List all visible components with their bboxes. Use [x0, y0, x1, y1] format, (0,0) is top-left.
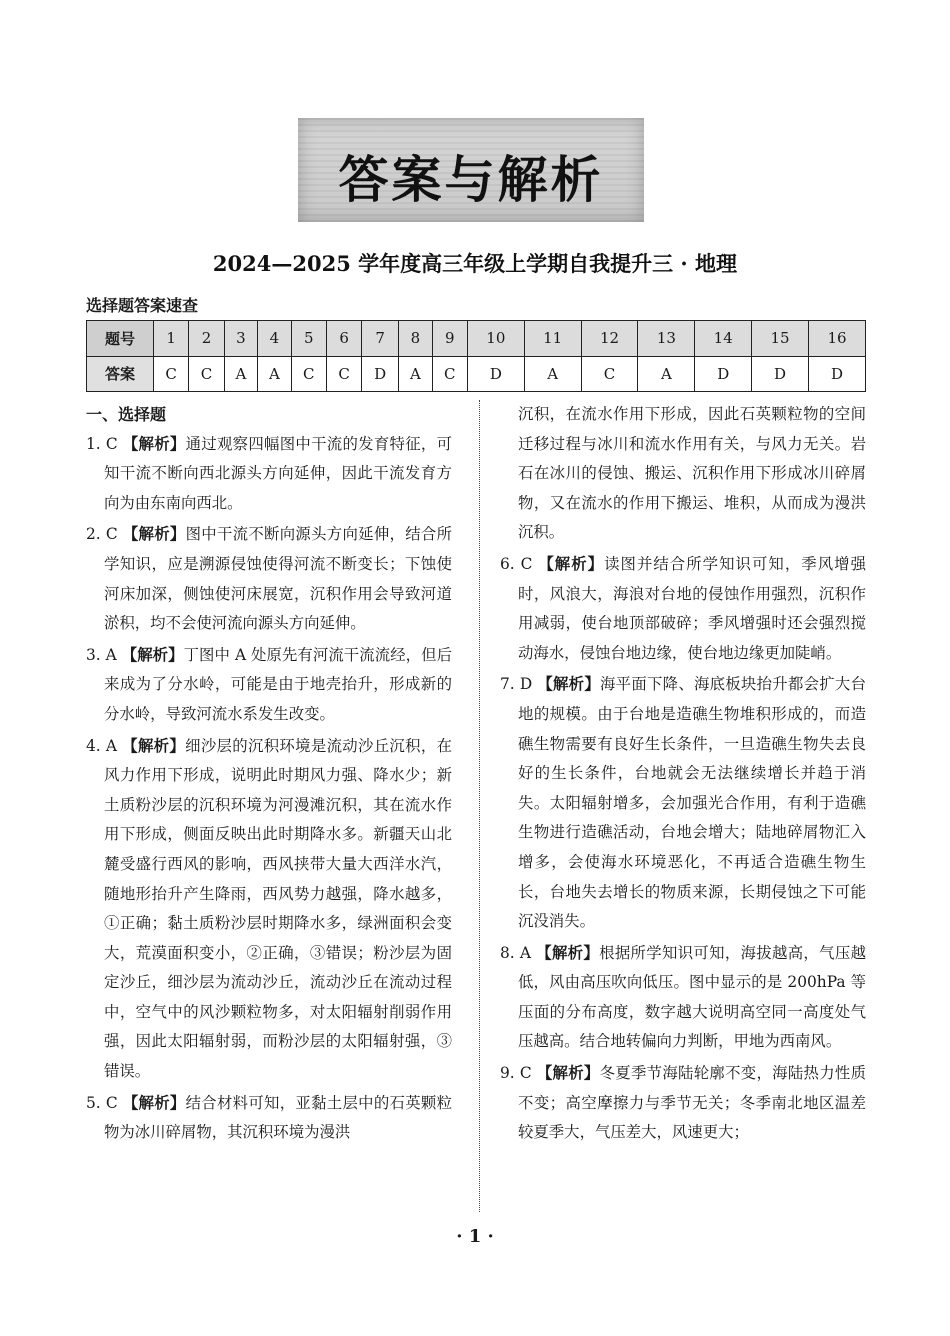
explanation-item	[86, 641, 452, 730]
explanation-item	[500, 550, 866, 668]
explanation-item	[500, 670, 866, 936]
question-number-cell: 7	[362, 321, 399, 357]
item-number-answer: 1. C	[86, 434, 118, 453]
answer-cell: D	[467, 356, 524, 392]
analysis-tag: 【解析】	[122, 736, 186, 755]
question-number-cell: 10	[467, 321, 524, 357]
answer-cell: D	[752, 356, 809, 392]
question-number-cell: 8	[399, 321, 433, 357]
answer-cell: A	[224, 356, 258, 392]
analysis-tag: 【解析】	[121, 645, 184, 664]
question-number-cell: 9	[432, 321, 467, 357]
question-number-cell: 5	[291, 321, 326, 357]
explanation-text: 通过观察四幅图中干流的发育特征，可知干流不断向西北源头方向延伸，因此干流发育方向为由东南向西北。	[104, 434, 452, 512]
explanation-item	[86, 520, 452, 638]
document-title: 答案与解析	[338, 151, 604, 209]
question-number-cell: 16	[808, 321, 865, 357]
explanation-item	[86, 732, 452, 1087]
explanation-item	[500, 939, 866, 1057]
answer-cell: C	[326, 356, 361, 392]
item-number-answer: 4. A	[86, 736, 118, 755]
item-number-answer: 6. C	[500, 554, 533, 573]
question-number-cell: 15	[752, 321, 809, 357]
analysis-tag: 【解析】	[122, 434, 186, 453]
answer-cell: C	[189, 356, 224, 392]
explanation-text: 海平面下降、海底板块抬升都会扩大台地的规模。由于台地是造礁生物堆积形成的，而造礁生物需要有良好生长条件，一旦造礁生物失去良好的生长条件，台地就会无法继续增长并趋于消失。太阳辐射增多，会加强光合作用，有利于造礁生物进行造礁活动，台地会增大；陆地碎屑物汇入增多，会使海水环境恶化，不再适合造礁生物生长，台地失去增长的物质来源，长期侵蚀之下可能沉没消失。	[518, 675, 866, 931]
question-number-row	[87, 321, 866, 357]
analysis-tag: 【解析】	[538, 554, 605, 573]
analysis-tag: 【解析】	[537, 675, 601, 694]
row-label-answer: 答案	[87, 356, 154, 392]
answer-cell: C	[581, 356, 638, 392]
explanation-text: 丁图中 A 处原先有河流干流流经，但后来成为了分水岭，可能是由于地壳抬升，形成新的分水岭，导致河流水系发生改变。	[104, 645, 452, 723]
answer-cell: A	[638, 356, 695, 392]
question-number-cell: 14	[695, 321, 752, 357]
explanation-item	[86, 430, 452, 519]
item-number-answer: 2. C	[86, 525, 118, 544]
answer-cell: D	[362, 356, 399, 392]
answer-cell: D	[695, 356, 752, 392]
item-number-answer: 9. C	[500, 1064, 532, 1083]
row-label-number: 题号	[87, 321, 154, 357]
answer-cell: D	[808, 356, 865, 392]
analysis-tag: 【解析】	[122, 525, 186, 544]
question-number-cell: 2	[189, 321, 224, 357]
title-banner	[298, 118, 644, 222]
answer-table	[86, 320, 866, 392]
item-number-answer: 7. D	[500, 675, 533, 694]
explanation-text: 读图并结合所学知识可知，季风增强时，风浪大，海浪对台地的侵蚀作用强烈，沉积作用减弱，使台地顶部破碎；季风增强时还会强烈搅动海水，侵蚀台地边缘，使台地边缘更加陡峭。	[518, 554, 866, 662]
explanation-text: 根据所学知识可知，海拔越高，气压越低，风由高压吹向低压。图中显示的是 200hPa 等压面的分布高度，数字越大说明高空同一高度处气压越高。结合地转偏向力判断，甲地为西南风。	[518, 943, 866, 1051]
analysis-tag: 【解析】	[122, 1093, 186, 1112]
left-column	[86, 400, 452, 1150]
question-number-cell: 4	[258, 321, 292, 357]
analysis-tag: 【解析】	[536, 943, 600, 962]
answer-cell: C	[432, 356, 467, 392]
answer-row	[87, 356, 866, 392]
question-number-cell: 12	[581, 321, 638, 357]
column-divider	[479, 400, 481, 1212]
question-number-cell: 1	[154, 321, 189, 357]
explanation-text: 图中干流不断向源头方向延伸，结合所学知识，应是溯源侵蚀使得河流不断变长；下蚀使河床加深，侧蚀使河床展宽，沉积作用会导致河道淤积，均不会使河流向源头方向延伸。	[104, 525, 452, 633]
explanation-item	[500, 400, 866, 548]
explanation-text: 沉积，在流水作用下形成，因此石英颗粒物的空间迁移过程与冰川和流水作用有关，与风力无关。岩石在冰川的侵蚀、搬运、沉积作用下形成冰川碎屑物，又在流水的作用下搬运、堆积，从而成为漫洪沉积。	[518, 405, 866, 542]
answer-cell: A	[399, 356, 433, 392]
explanation-text: 细沙层的沉积环境是流动沙丘沉积，在风力作用下形成，说明此时期风力强、降水少；新土质粉沙层的沉积环境为河漫滩沉积，其在流水作用下形成，侧面反映出此时期降水多。新疆天山北麓受盛行西风的影响，西风挟带大量大西洋水汽，随地形抬升产生降雨，西风势力越强，降水越多，①正确；黏土质粉沙层时期降水多，绿洲面积会变大，荒漠面积变小，②正确，③错误；粉沙层为固定沙丘，细沙层为流动沙丘，流动沙丘在流动过程中，空气中的风沙颗粒物多，对太阳辐射削弱作用强，因此太阳辐射弱，而粉沙层的太阳辐射强，③错误。	[104, 736, 452, 1081]
answer-cell: A	[524, 356, 581, 392]
page-number: · 1 ·	[456, 1226, 494, 1247]
answer-cell: A	[258, 356, 292, 392]
answer-cell: C	[291, 356, 326, 392]
section-heading: 一、选择题	[86, 405, 167, 424]
analysis-tag: 【解析】	[536, 1064, 600, 1083]
explanation-item	[86, 1089, 452, 1148]
answer-cell: C	[154, 356, 189, 392]
explanation-item	[500, 1059, 866, 1148]
question-number-cell: 6	[326, 321, 361, 357]
explanation-text: 结合材料可知，亚黏土层中的石英颗粒物为冰川碎屑物，其沉积环境为漫洪	[104, 1093, 452, 1142]
question-number-cell: 13	[638, 321, 695, 357]
quick-answers-title: 选择题答案速查	[86, 296, 199, 315]
explanation-text: 冬夏季节海陆轮廓不变，海陆热力性质不变；高空摩擦力与季节无关；冬季南北地区温差较夏季大，气压差大，风速更大；	[518, 1064, 866, 1142]
item-number-answer: 5. C	[86, 1093, 118, 1112]
exam-subtitle: 2024—2025 学年度高三年级上学期自我提升三 · 地理	[212, 251, 738, 276]
right-column	[500, 400, 866, 1150]
item-number-answer: 8. A	[500, 943, 532, 962]
question-number-cell: 3	[224, 321, 258, 357]
question-number-cell: 11	[524, 321, 581, 357]
item-number-answer: 3. A	[86, 645, 117, 664]
